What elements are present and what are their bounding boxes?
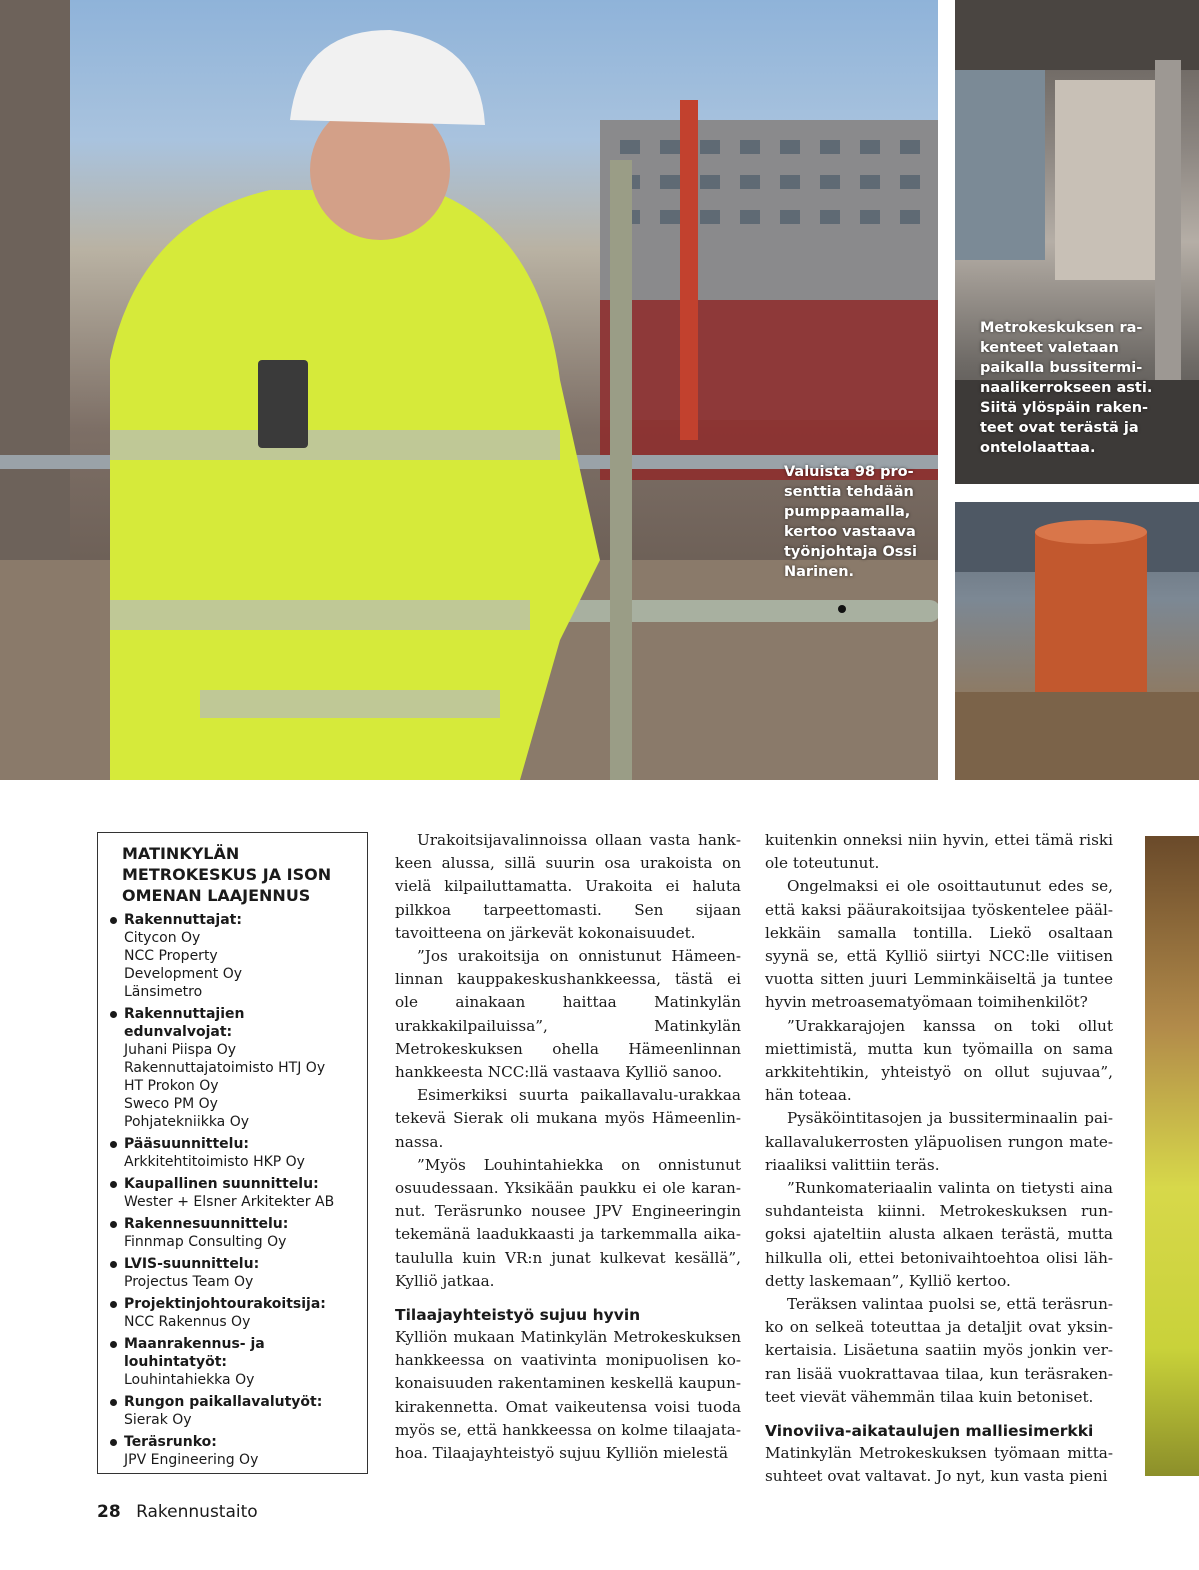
photo-bottom-right-illustration xyxy=(955,502,1199,780)
photo-orange-pipe xyxy=(955,502,1199,780)
paragraph: ”Jos urakoitsija on onnistunut Hämeenlinnan kauppakeskushankkeessa, tästä ei ole ainakaan haittaa Matinkylän urakkakilpailuissa”, Matinkylän Metrokeskuksen ohella Hämeenlinnan hankkeesta NCC:llä vastaava Kylliö sanoo. xyxy=(395,947,741,1082)
fact-item xyxy=(110,1175,357,1211)
paragraph: Urakoitsijavalinnoissa ollaan vasta hankkeen alussa, sillä suurin osa urakoista on vielä kilpailuttamatta. Urakoita ei haluta pilkkoa tarpeettomasti. Sen sijaan tavoitteena on järkevät kokonaisuudet. xyxy=(395,831,741,942)
paragraph: Esimerkiksi suurta paikallavalu-urakkaa tekevä Sierak oli mukana myös Hämeenlinnassa. xyxy=(395,1086,741,1151)
project-factbox xyxy=(97,832,368,1474)
bullet-icon xyxy=(110,1301,117,1308)
photo-right-edge-worker xyxy=(1145,836,1199,1476)
fact-value: Citycon Oy NCC Property Development Oy Länsimetro xyxy=(124,930,243,1000)
fact-value: Juhani Piispa Oy Rakennuttajatoimisto HTJ Oy HT Prokon Oy Sweco PM Oy Pohjatekniikka Oy xyxy=(124,1042,326,1130)
fact-label: Rakennesuunnittelu: xyxy=(124,1216,289,1232)
paragraph: ”Myös Louhintahiekka on onnistunut osuudessaan. Yksikään paukku ei ole karannut. Teräsrunko nousee JPV Engineeringin tekemänä laadukkaasti ja tarkemmalla aikataululla kuin VR:n junat kulkevat kesällä”, Kylliö jatkaa. xyxy=(395,1155,741,1290)
section-heading: Vinoviiva-aikataulujen malliesimerkki xyxy=(765,1422,1094,1441)
paragraph: kuitenkin onneksi niin hyvin, ettei tämä riski ole toteutunut. xyxy=(765,831,1113,873)
paragraph: Matinkylän Metrokeskuksen työmaan mittasuhteet ovat valtavat. Jo nyt, kun vasta pieni xyxy=(765,1444,1113,1486)
bullet-icon xyxy=(110,1399,117,1406)
paragraph: Kylliön mukaan Matinkylän Metrokeskuksen hankkeessa on vaativinta monipuolisen kokonaisuuden rakentaminen keskellä kaupunkirakennetta. Omat vaikeutensa voisi tuoda myös se, että hankkeessa on kolme tilaajatahoa. Tilaajayhteistyö sujuu Kylliön mielestä xyxy=(395,1328,741,1463)
paragraph: Teräksen valintaa puolsi se, että teräsrunko on selkeä toteuttaa ja detaljit ovat yksinkertaisia. Lisäetuna saatiin myös jonkin verran lisää vuokrattavaa tilaa, kun teräsrakenteet vievät vähemmän tilaa kuin betoniset. xyxy=(765,1295,1113,1406)
paragraph: ”Urakkarajojen kanssa on toki ollut miettimistä, mutta kun työmailla on sama arkkitehtikin, yhteistyö on ollut sujuvaa”, hän toteaa. xyxy=(765,1016,1113,1105)
factbox-title: MATINKYLÄN METROKESKUS JA ISON OMENAN LAAJENNUS xyxy=(122,844,332,905)
article-column-1 xyxy=(395,829,741,1465)
fact-value: Sierak Oy xyxy=(124,1412,192,1428)
photo-caption-left: Valuista 98 pro- senttia tehdään pumppaamalla, kertoo vastaava työnjohtaja Ossi Narinen. xyxy=(784,464,917,580)
fact-item xyxy=(110,1135,357,1171)
fact-value: Wester + Elsner Arkitekter AB xyxy=(124,1194,335,1210)
fact-label: LVIS-suunnittelu: xyxy=(124,1256,260,1272)
bullet-icon xyxy=(110,1221,117,1228)
article-column-2 xyxy=(765,829,1113,1488)
bullet-icon xyxy=(110,1141,117,1148)
fact-label: Pääsuunnittelu: xyxy=(124,1136,250,1152)
fact-value: NCC Rakennus Oy xyxy=(124,1314,251,1330)
page-number: 28 xyxy=(97,1502,121,1522)
fact-value: Projectus Team Oy xyxy=(124,1274,254,1290)
fact-item xyxy=(110,1433,357,1469)
bullet-icon xyxy=(110,1011,117,1018)
photo-foreman-at-construction-site xyxy=(0,0,938,780)
fact-item xyxy=(110,1215,357,1251)
fact-item xyxy=(110,1005,357,1131)
fact-value: Finnmap Consulting Oy xyxy=(124,1234,287,1250)
fact-item xyxy=(110,1255,357,1291)
bullet-icon xyxy=(110,917,117,924)
fact-label: Rakennuttajat: xyxy=(124,912,242,928)
fact-item xyxy=(110,911,357,1001)
caption-pointer-dot xyxy=(838,605,846,613)
fact-value: JPV Engineering Oy xyxy=(124,1452,259,1468)
bullet-icon xyxy=(110,1261,117,1268)
fact-label: Teräsrunko: xyxy=(124,1434,217,1450)
paragraph: Pysäköintitasojen ja bussiterminaalin paikallavalukerrosten yläpuolisen rungon materiaaliksi valittiin teräs. xyxy=(765,1109,1113,1174)
fact-item xyxy=(110,1335,357,1389)
page-footer xyxy=(97,1502,258,1522)
fact-value: Louhintahiekka Oy xyxy=(124,1372,255,1388)
photo-caption-right: Metrokeskuksen ra- kenteet valetaan paikalla bussitermi- naalikerrokseen asti. Siitä ylöspäin raken- teet ovat terästä ja ontelolaattaa. xyxy=(980,320,1153,456)
fact-item xyxy=(110,1393,357,1429)
fact-value: Arkkitehtitoimisto HKP Oy xyxy=(124,1154,305,1170)
fact-item xyxy=(110,1295,357,1331)
paragraph: ”Runkomateriaalin valinta on tietysti aina suhdanteista kiinni. Metrokeskuksen rungoksi ajateltiin alusta alkaen terästä, mutta hilkulla oli, ettei betonivaihtoehtoa olisi lähdetty laskemaan”, Kylliö kertoo. xyxy=(765,1179,1113,1290)
paragraph: Ongelmaksi ei ole osoittautunut edes se, että kaksi pääurakoitsijaa työskentelee päällekkäin samalla tontilla. Liekö osaltaan syynä se, että Kylliö siirtyi NCC:lle viitisen vuotta sitten juuri Lemminkäiseltä ja tuntee hyvin metroasematyömaan toimihenkilöt? xyxy=(765,877,1113,1012)
fact-label: Rungon paikallavalutyöt: xyxy=(124,1394,323,1410)
photo-main-illustration xyxy=(0,0,938,780)
fact-label: Maanrakennus- ja louhintatyöt: xyxy=(124,1336,265,1370)
bullet-icon xyxy=(110,1439,117,1446)
publication-name: Rakennustaito xyxy=(136,1502,258,1522)
bullet-icon xyxy=(110,1341,117,1348)
fact-label: Projektinjohtourakoitsija: xyxy=(124,1296,326,1312)
fact-label: Rakennuttajien edunvalvojat: xyxy=(124,1006,245,1040)
bullet-icon xyxy=(110,1181,117,1188)
fact-label: Kaupallinen suunnittelu: xyxy=(124,1176,319,1192)
section-heading: Tilaajayhteistyö sujuu hyvin xyxy=(395,1306,641,1325)
